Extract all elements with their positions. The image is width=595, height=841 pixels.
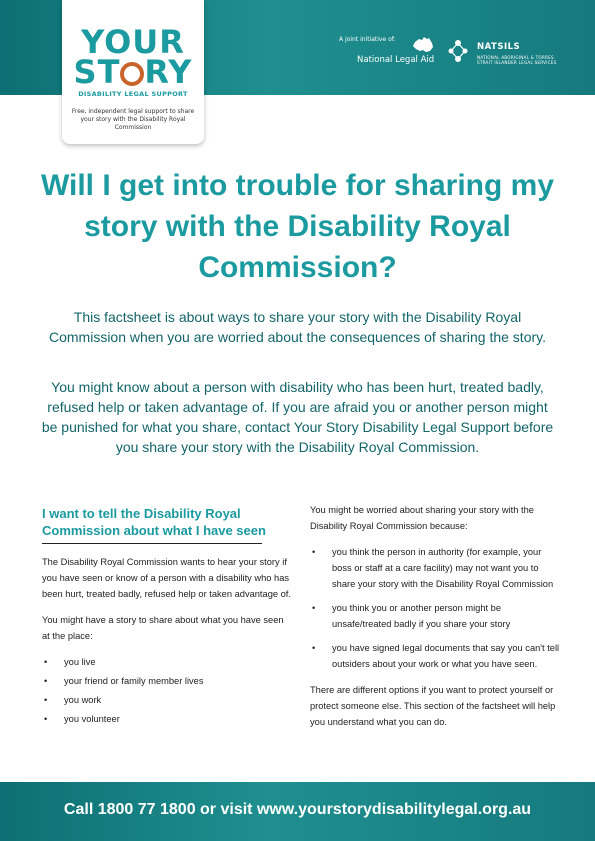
logo-circle-icon (120, 62, 144, 86)
page-title: Will I get into trouble for sharing my story with the Disability Royal Commission? (40, 169, 555, 284)
list-item: • you work (42, 692, 292, 708)
national-legal-aid-label: National Legal Aid (357, 55, 435, 65)
list-item: • you think the person in authority (for example, your boss or staff at a care facility) may not want you to share your story with the Disability Royal Commission (310, 544, 560, 592)
contact-call-to-action: Call 1800 77 1800 or visit www.yourstorydisabilitylegal.org.au (63, 801, 532, 818)
intro-paragraph-1: This factsheet is about ways to share your story with the Disability Royal Commission when you are worried about the consequences of sharing the story. (48, 309, 546, 345)
section-heading: I want to tell the Disability Royal Commission about what I have seen (42, 506, 266, 538)
places-list (42, 654, 292, 727)
logo-subtitle: DISABILITY LEGAL SUPPORT (78, 90, 188, 98)
list-item: • you live (42, 654, 292, 670)
logo-word-your: YOUR (81, 23, 185, 61)
logo-card (62, 0, 204, 144)
joint-initiative-label: A joint initiative of: (339, 36, 396, 43)
list-item: • your friend or family member lives (42, 673, 292, 689)
left-paragraph-2: You might have a story to share about what you have seen at the place: (42, 615, 284, 641)
logo-story-part2: RY (144, 53, 193, 91)
right-paragraph-1: You might be worried about sharing your story with the Disability Royal Commission because: (310, 505, 534, 531)
list-item: • you volunteer (42, 711, 292, 727)
logo-word-story (62, 53, 204, 91)
australia-map-icon (412, 36, 434, 54)
right-paragraph-2: There are different options if you want to protect yourself or protect someone else. This section of the factsheet will help you understand what you can do. (310, 685, 556, 727)
right-column (310, 502, 560, 740)
left-column (42, 505, 292, 737)
logo-story-part1: ST (73, 53, 121, 91)
intro-paragraph-2: You might know about a person with disability who has been hurt, treated badly, refused help or taken advantage of. If you are afraid you or another person might be punished for what you share, contact Your Story Disability Legal Support before you share your story with the Disability Royal Commission. (41, 379, 554, 455)
list-item: • you have signed legal documents that say you can't tell outsiders about your work or what you have seen. (310, 640, 560, 672)
heading-divider (42, 543, 262, 544)
list-item: • you think you or another person might be unsafe/treated badly if you share your story (310, 600, 560, 632)
natsils-subtitle: NATIONAL ABORIGINAL & TORRES STRAIT ISLANDER LEGAL SERVICES (477, 55, 557, 65)
worries-list (310, 544, 560, 672)
natsils-title: NATSILS (477, 42, 521, 52)
left-paragraph-1: The Disability Royal Commission wants to hear your story if you have seen or know of a person with a disability who has been hurt, treated badly, refused help or taken advantage of. (42, 557, 291, 599)
natsils-logo-icon (446, 38, 470, 64)
logo-tagline: Free, independent legal support to share your story with the Disability Royal Commission (71, 108, 195, 131)
